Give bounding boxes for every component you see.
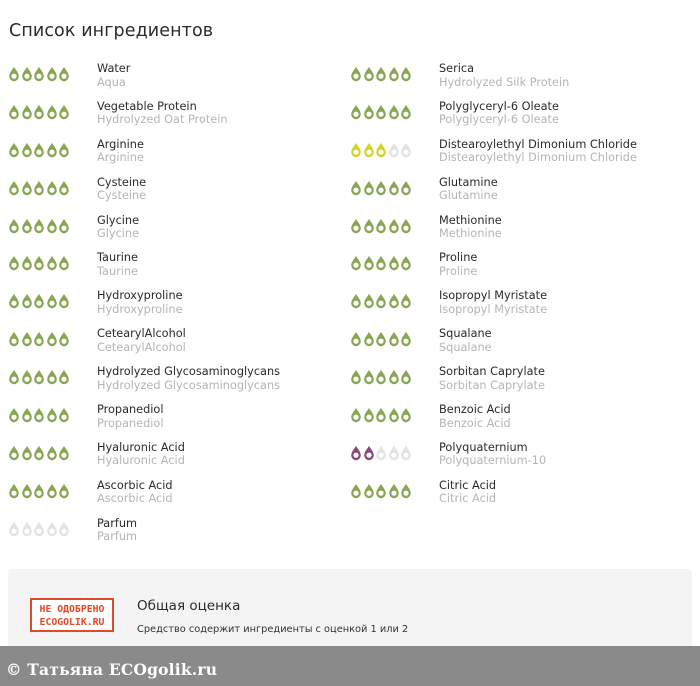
drop-rating-icon <box>33 255 45 271</box>
safety-rating <box>8 218 71 234</box>
safety-rating <box>350 66 413 82</box>
drop-rating-icon <box>400 180 412 196</box>
ingredient-row[interactable] <box>8 441 348 479</box>
watermark-text: © Татьяна ECOgolik.ru <box>6 660 218 679</box>
drop-rating-icon <box>350 445 362 461</box>
drop-rating-icon <box>21 66 33 82</box>
drop-rating-icon <box>388 293 400 309</box>
drop-rating-icon <box>350 331 362 347</box>
ingredient-name[interactable]: Hyaluronic Acid <box>97 440 185 454</box>
ingredient-inci-name: Polyglyceryl-6 Oleate <box>439 113 559 127</box>
drop-rating-icon <box>400 369 412 385</box>
overall-rating-text: Средство содержит ингредиенты с оценкой 1 или 2 <box>137 624 409 635</box>
drop-rating-icon <box>21 180 33 196</box>
drop-rating-icon <box>388 331 400 347</box>
ingredient-inci-name: Hydrolyzed Silk Protein <box>439 75 570 89</box>
drop-rating-icon <box>363 293 375 309</box>
safety-rating <box>350 483 413 499</box>
ingredient-name[interactable]: Arginine <box>97 137 144 151</box>
ingredient-name[interactable]: Cysteine <box>97 175 147 189</box>
drop-rating-icon <box>8 104 20 120</box>
drop-rating-icon <box>388 142 400 158</box>
drop-rating-icon <box>46 331 58 347</box>
ingredient-name[interactable]: Serica <box>439 62 475 75</box>
drop-rating-icon <box>33 218 45 234</box>
drop-rating-icon <box>363 331 375 347</box>
drop-rating-icon <box>21 293 33 309</box>
ingredient-row[interactable] <box>8 62 348 100</box>
drop-rating-icon <box>388 483 400 499</box>
ingredient-name[interactable]: Hydroxyproline <box>97 289 183 303</box>
drop-rating-icon <box>400 293 412 309</box>
drop-rating-icon <box>46 369 58 385</box>
ingredient-name[interactable]: Ascorbic Acid <box>97 478 173 492</box>
ingredient-names <box>97 403 164 430</box>
ingredient-inci-name: CetearylAlcohol <box>97 340 186 354</box>
drop-rating-icon <box>21 142 33 158</box>
ingredient-names <box>97 214 139 241</box>
drop-rating-icon <box>58 445 70 461</box>
drop-rating-icon <box>400 483 412 499</box>
ingredient-name[interactable]: Distearoylethyl Dimonium Chloride <box>439 137 637 151</box>
drop-rating-icon <box>388 445 400 461</box>
drop-rating-icon <box>46 66 58 82</box>
ingredient-names <box>439 327 492 354</box>
ingredient-names <box>439 176 498 203</box>
drop-rating-icon <box>375 369 387 385</box>
drop-rating-icon <box>388 255 400 271</box>
drop-rating-icon <box>33 293 45 309</box>
drop-rating-icon <box>350 66 362 82</box>
drop-rating-icon <box>8 407 20 423</box>
drop-rating-icon <box>8 180 20 196</box>
drop-rating-icon <box>33 66 45 82</box>
ingredient-inci-name: Methionine <box>439 227 502 241</box>
safety-rating <box>8 369 71 385</box>
ingredient-inci-name: Citric Acid <box>439 492 497 506</box>
drop-rating-icon <box>350 293 362 309</box>
drop-rating-icon <box>400 218 412 234</box>
drop-rating-icon <box>8 483 20 499</box>
drop-rating-icon <box>33 142 45 158</box>
safety-rating <box>350 369 413 385</box>
drop-rating-icon <box>388 369 400 385</box>
ingredient-names <box>97 138 144 165</box>
ingredient-inci-name: Benzoic Acid <box>439 416 511 430</box>
ingredient-names <box>439 403 511 430</box>
drop-rating-icon <box>21 407 33 423</box>
ingredient-names <box>439 251 477 278</box>
ingredient-inci-name: Hyaluronic Acid <box>97 454 185 468</box>
safety-rating <box>8 255 71 271</box>
drop-rating-icon <box>375 104 387 120</box>
drop-rating-icon <box>363 407 375 423</box>
drop-rating-icon <box>400 331 412 347</box>
drop-rating-icon <box>21 369 33 385</box>
ingredient-row[interactable] <box>350 479 690 517</box>
drop-rating-icon <box>33 445 45 461</box>
drop-rating-icon <box>21 521 33 537</box>
ingredient-name[interactable]: Proline <box>439 251 478 265</box>
ingredient-names <box>97 62 130 89</box>
drop-rating-icon <box>58 293 70 309</box>
safety-rating <box>8 331 71 347</box>
ingredient-row[interactable] <box>350 138 690 176</box>
drop-rating-icon <box>363 66 375 82</box>
ingredient-inci-name: Hydroxyproline <box>97 302 183 316</box>
ingredient-name[interactable]: Taurine <box>97 251 139 265</box>
ingredient-row[interactable] <box>8 214 348 252</box>
drop-rating-icon <box>46 483 58 499</box>
drop-rating-icon <box>8 445 20 461</box>
drop-rating-icon <box>58 331 70 347</box>
drop-rating-icon <box>350 218 362 234</box>
ingredient-row[interactable] <box>8 176 348 214</box>
ingredient-name[interactable]: Water <box>97 62 131 75</box>
ingredient-name[interactable]: Hydrolyzed Glycosaminoglycans <box>97 365 281 379</box>
ingredient-inci-name: Propanediol <box>97 416 164 430</box>
drop-rating-icon <box>33 407 45 423</box>
stamp-line-2: ECOGOLIK.RU <box>39 617 105 628</box>
drop-rating-icon <box>375 293 387 309</box>
stamp-line-1: НЕ ОДОБРЕНО <box>39 604 105 615</box>
ingredient-row[interactable] <box>350 100 690 138</box>
drop-rating-icon <box>8 293 20 309</box>
drop-rating-icon <box>363 369 375 385</box>
drop-rating-icon <box>388 180 400 196</box>
drop-rating-icon <box>21 218 33 234</box>
safety-rating <box>8 407 71 423</box>
safety-rating <box>8 66 71 82</box>
ingredient-name[interactable]: Parfum <box>97 516 138 530</box>
ingredient-name[interactable]: Propanediol <box>97 403 164 417</box>
drop-rating-icon <box>363 445 375 461</box>
drop-rating-icon <box>400 407 412 423</box>
ingredient-row[interactable] <box>8 365 348 403</box>
drop-rating-icon <box>388 218 400 234</box>
drop-rating-icon <box>58 180 70 196</box>
overall-rating-title: Общая оценка <box>137 598 241 614</box>
ingredient-row[interactable] <box>8 327 348 365</box>
ingredient-row[interactable] <box>8 100 348 138</box>
ingredient-row[interactable] <box>8 251 348 289</box>
ingredient-row[interactable] <box>350 365 690 403</box>
not-approved-stamp <box>30 598 114 632</box>
safety-rating <box>8 521 71 537</box>
safety-rating <box>8 104 71 120</box>
drop-rating-icon <box>8 66 20 82</box>
drop-rating-icon <box>375 180 387 196</box>
drop-rating-icon <box>58 66 70 82</box>
drop-rating-icon <box>33 104 45 120</box>
ingredient-row[interactable] <box>8 138 348 176</box>
ingredient-inci-name: Hydrolyzed Oat Protein <box>97 113 228 127</box>
ingredient-names <box>439 138 637 165</box>
drop-rating-icon <box>363 104 375 120</box>
ingredient-inci-name: Ascorbic Acid <box>97 492 173 506</box>
safety-rating <box>350 218 413 234</box>
ingredient-row[interactable] <box>8 403 348 441</box>
ingredient-name[interactable]: Sorbitan Caprylate <box>439 365 545 379</box>
drop-rating-icon <box>8 142 20 158</box>
drop-rating-icon <box>46 407 58 423</box>
drop-rating-icon <box>375 483 387 499</box>
safety-rating <box>350 331 413 347</box>
drop-rating-icon <box>400 66 412 82</box>
ingredient-row[interactable] <box>350 176 690 214</box>
ingredient-names <box>97 517 137 544</box>
safety-rating <box>8 293 71 309</box>
ingredient-names <box>439 62 569 89</box>
ingredient-names <box>97 176 146 203</box>
drop-rating-icon <box>375 218 387 234</box>
drop-rating-icon <box>363 218 375 234</box>
drop-rating-icon <box>33 521 45 537</box>
safety-rating <box>8 180 71 196</box>
drop-rating-icon <box>21 104 33 120</box>
drop-rating-icon <box>8 331 20 347</box>
ingredient-names <box>97 441 185 468</box>
ingredient-names <box>97 251 138 278</box>
ingredient-inci-name: Glutamine <box>439 189 498 203</box>
drop-rating-icon <box>8 521 20 537</box>
ingredient-row[interactable] <box>350 214 690 252</box>
ingredient-names <box>439 365 545 392</box>
ingredient-name[interactable]: Methionine <box>439 213 502 227</box>
ingredient-inci-name: Glycine <box>97 227 140 241</box>
safety-rating <box>350 293 413 309</box>
drop-rating-icon <box>350 255 362 271</box>
ingredient-inci-name: Hydrolyzed Glycosaminoglycans <box>97 378 281 392</box>
safety-rating <box>8 142 71 158</box>
drop-rating-icon <box>350 180 362 196</box>
drop-rating-icon <box>46 218 58 234</box>
ingredient-name[interactable]: Squalane <box>439 327 492 341</box>
drop-rating-icon <box>375 142 387 158</box>
ingredient-names <box>439 479 496 506</box>
drop-rating-icon <box>363 180 375 196</box>
ingredient-row[interactable] <box>8 479 348 517</box>
ingredient-row[interactable] <box>350 251 690 289</box>
ingredient-names <box>439 289 547 316</box>
ingredient-name[interactable]: Glutamine <box>439 175 498 189</box>
ingredient-row[interactable] <box>8 517 348 555</box>
ingredient-inci-name: Sorbitan Caprylate <box>439 378 545 392</box>
drop-rating-icon <box>58 255 70 271</box>
drop-rating-icon <box>46 445 58 461</box>
drop-rating-icon <box>350 483 362 499</box>
drop-rating-icon <box>58 142 70 158</box>
ingredient-inci-name: Cysteine <box>97 189 147 203</box>
safety-rating <box>350 180 413 196</box>
drop-rating-icon <box>363 255 375 271</box>
ingredient-name[interactable]: Glycine <box>97 213 140 227</box>
ingredient-row[interactable] <box>350 327 690 365</box>
ingredient-inci-name: Isopropyl Myristate <box>439 302 548 316</box>
drop-rating-icon <box>350 407 362 423</box>
drop-rating-icon <box>46 255 58 271</box>
drop-rating-icon <box>46 104 58 120</box>
drop-rating-icon <box>58 104 70 120</box>
drop-rating-icon <box>375 66 387 82</box>
ingredient-names <box>97 365 280 392</box>
drop-rating-icon <box>58 407 70 423</box>
ingredient-name[interactable]: Vegetable Protein <box>97 99 197 113</box>
ingredient-name[interactable]: Polyglyceryl-6 Oleate <box>439 99 559 113</box>
ingredient-list-right <box>350 62 690 517</box>
drop-rating-icon <box>400 445 412 461</box>
ingredient-inci-name: Squalane <box>439 340 492 354</box>
drop-rating-icon <box>375 255 387 271</box>
drop-rating-icon <box>46 521 58 537</box>
drop-rating-icon <box>21 255 33 271</box>
drop-rating-icon <box>58 521 70 537</box>
drop-rating-icon <box>388 104 400 120</box>
ingredient-row[interactable] <box>350 62 690 100</box>
ingredient-name[interactable]: Benzoic Acid <box>439 403 511 417</box>
ingredient-names <box>439 214 502 241</box>
drop-rating-icon <box>375 331 387 347</box>
drop-rating-icon <box>33 180 45 196</box>
drop-rating-icon <box>400 142 412 158</box>
ingredient-name[interactable]: Isopropyl Myristate <box>439 289 548 303</box>
ingredient-inci-name: Polyquaternium-10 <box>439 454 547 468</box>
drop-rating-icon <box>58 483 70 499</box>
drop-rating-icon <box>58 218 70 234</box>
ingredient-inci-name: Taurine <box>97 264 139 278</box>
ingredient-names <box>439 100 559 127</box>
drop-rating-icon <box>46 180 58 196</box>
drop-rating-icon <box>375 445 387 461</box>
drop-rating-icon <box>58 369 70 385</box>
ingredient-names <box>97 289 183 316</box>
ingredient-inci-name: Aqua <box>97 75 126 89</box>
ingredient-inci-name: Distearoylethyl Dimonium Chloride <box>439 151 637 165</box>
drop-rating-icon <box>400 255 412 271</box>
drop-rating-icon <box>33 331 45 347</box>
ingredient-row[interactable] <box>350 403 690 441</box>
ingredient-list-left <box>8 62 348 555</box>
drop-rating-icon <box>363 483 375 499</box>
ingredient-row[interactable] <box>350 289 690 327</box>
drop-rating-icon <box>21 483 33 499</box>
ingredient-name[interactable]: Citric Acid <box>439 478 497 492</box>
drop-rating-icon <box>33 483 45 499</box>
drop-rating-icon <box>350 104 362 120</box>
safety-rating <box>350 445 413 461</box>
drop-rating-icon <box>21 445 33 461</box>
drop-rating-icon <box>350 142 362 158</box>
drop-rating-icon <box>46 293 58 309</box>
ingredient-row[interactable] <box>8 289 348 327</box>
drop-rating-icon <box>21 331 33 347</box>
ingredient-names <box>439 441 546 468</box>
drop-rating-icon <box>33 369 45 385</box>
drop-rating-icon <box>375 407 387 423</box>
ingredient-names <box>97 327 186 354</box>
drop-rating-icon <box>388 66 400 82</box>
ingredient-inci-name: Parfum <box>97 530 138 544</box>
safety-rating <box>350 255 413 271</box>
drop-rating-icon <box>400 104 412 120</box>
drop-rating-icon <box>8 255 20 271</box>
page-title: Список ингредиентов <box>9 21 214 41</box>
ingredient-row[interactable] <box>350 441 690 479</box>
safety-rating <box>350 142 413 158</box>
safety-rating <box>8 483 71 499</box>
drop-rating-icon <box>363 142 375 158</box>
safety-rating <box>350 104 413 120</box>
drop-rating-icon <box>350 369 362 385</box>
drop-rating-icon <box>8 369 20 385</box>
safety-rating <box>8 445 71 461</box>
drop-rating-icon <box>8 218 20 234</box>
ingredient-names <box>97 479 173 506</box>
ingredient-inci-name: Proline <box>439 264 478 278</box>
overall-rating-panel <box>8 569 692 649</box>
ingredient-names <box>97 100 228 127</box>
safety-rating <box>350 407 413 423</box>
ingredient-inci-name: Arginine <box>97 151 144 165</box>
drop-rating-icon <box>46 142 58 158</box>
ingredient-name[interactable]: Polyquaternium <box>439 440 528 454</box>
ingredient-name[interactable]: CetearylAlcohol <box>97 327 186 341</box>
drop-rating-icon <box>388 407 400 423</box>
